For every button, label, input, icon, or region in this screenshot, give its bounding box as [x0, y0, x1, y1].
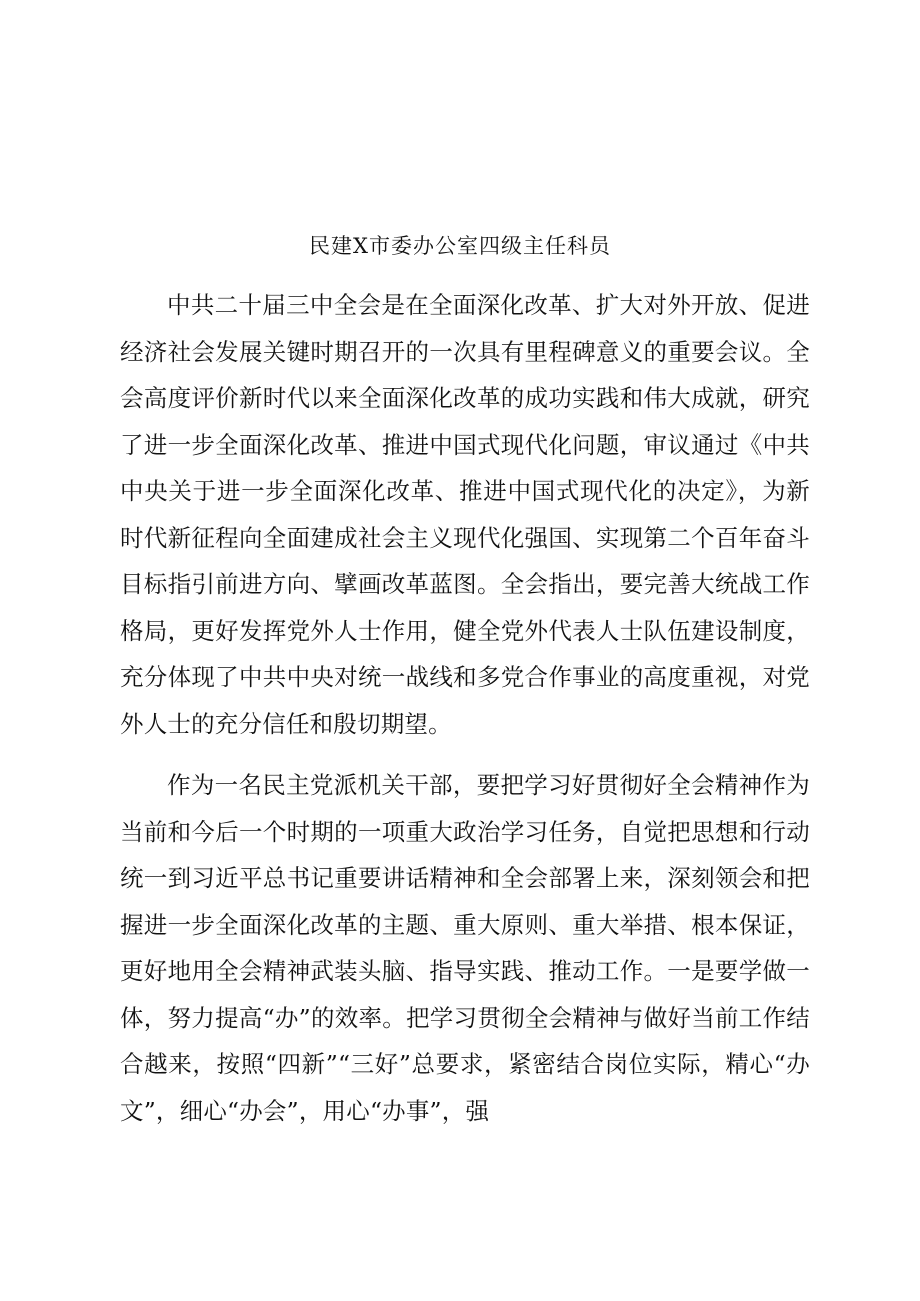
paragraph-1: 中共二十届三中全会是在全面深化改革、扩大对外开放、促进经济社会发展关键时期召开的一次具有里程碑意义的重要会议。全会高度评价新时代以来全面深化改革的成功实践和伟大成就，研究了进一步全面深化改革、推进中国式现代化问题，审议通过《中共中央关于进一步全面深化改革、推进中国式现代化的决定》，为新时代新征程向全面建成社会主义现代化强国、实现第二个百年奋斗目标指引前进方向、擘画改革蓝图。全会指出，要完善大统战工作格局，更好发挥党外人士作用，健全党外代表人士队伍建设制度，充分体现了中共中央对统一战线和多党合作事业的高度重视，对党外人士的充分信任和殷切期望。	[120, 291, 810, 738]
document-title: 民建X市委办公室四级主任科员	[309, 234, 611, 258]
paragraph-2: 作为一名民主党派机关干部，要把学习好贯彻好全会精神作为当前和今后一个时期的一项重大政治学习任务，自觉把思想和行动统一到习近平总书记重要讲话精神和全会部署上来，深刻领会和把握进一步全面深化改革的主题、重大原则、重大举措、根本保证，更好地用全会精神武装头脑、指导实践、推动工作。一是要学做一体，努力提高“办”的效率。把学习贯彻全会精神与做好当前工作结合越来，按照“四新”“三好”总要求，紧密结合岗位实际，精心“办文”，细心“办会”，用心“办事”，强	[120, 771, 810, 1125]
